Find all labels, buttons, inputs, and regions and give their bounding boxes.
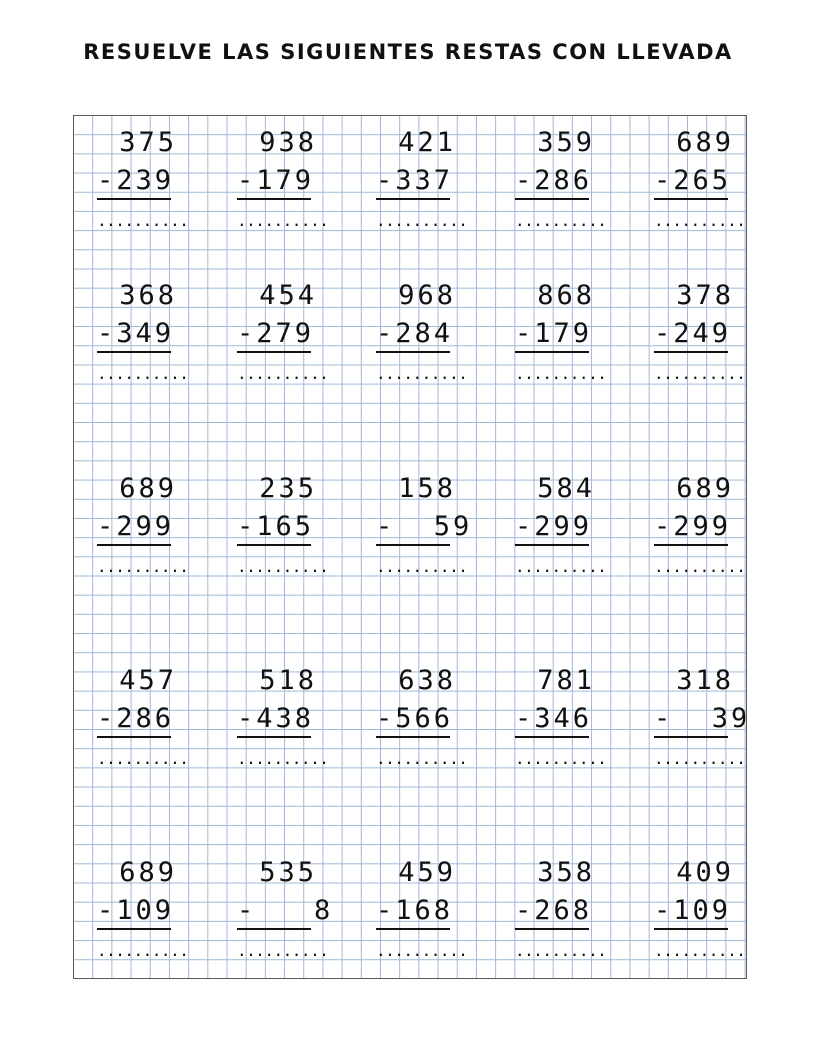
subtraction-problem [97, 662, 189, 774]
answer-blank[interactable]: .......... [97, 211, 189, 230]
subtraction-problem [654, 662, 751, 774]
subtrahend: -279 [237, 318, 315, 349]
minuend: 689 [119, 473, 177, 504]
answer-blank[interactable]: .......... [654, 557, 746, 576]
answer-blank[interactable]: .......... [515, 941, 607, 960]
subtraction-problem [237, 124, 329, 236]
minuend: 459 [398, 857, 456, 888]
answer-blank[interactable]: .......... [97, 557, 189, 576]
minuend: 235 [259, 473, 317, 504]
subtraction-problem [237, 470, 329, 582]
answer-blank[interactable]: .......... [237, 749, 329, 768]
answer-blank[interactable]: .......... [376, 211, 468, 230]
subtrahend: -239 [97, 165, 175, 196]
answer-blank[interactable]: .......... [515, 749, 607, 768]
minuend: 868 [537, 280, 595, 311]
subtraction-problem [654, 277, 746, 389]
answer-blank[interactable]: .......... [654, 749, 746, 768]
minuend: 938 [259, 127, 317, 158]
answer-blank[interactable]: .......... [654, 364, 746, 383]
minuend: 781 [537, 665, 595, 696]
answer-blank[interactable]: .......... [515, 364, 607, 383]
minuend: 409 [676, 857, 734, 888]
minuend: 638 [398, 665, 456, 696]
subtrahend: -168 [376, 895, 454, 926]
subtrahend: -265 [654, 165, 732, 196]
minuend: 368 [119, 280, 177, 311]
answer-blank[interactable]: .......... [97, 749, 189, 768]
answer-blank[interactable]: .......... [515, 557, 607, 576]
answer-blank[interactable]: .......... [237, 557, 329, 576]
answer-blank[interactable]: .......... [376, 364, 468, 383]
minuend: 358 [537, 857, 595, 888]
minuend: 584 [537, 473, 595, 504]
minuend: 421 [398, 127, 456, 158]
minuend: 375 [119, 127, 177, 158]
subtrahend: -179 [237, 165, 315, 196]
minuend: 535 [259, 857, 317, 888]
minuend: 689 [119, 857, 177, 888]
subtraction-problem [97, 854, 189, 966]
subtrahend: - 39 [654, 703, 751, 734]
minuend: 457 [119, 665, 177, 696]
answer-blank[interactable]: .......... [97, 364, 189, 383]
subtrahend: -299 [97, 511, 175, 542]
minuend: 318 [676, 665, 734, 696]
subtraction-problem [237, 662, 329, 774]
subtrahend: - 8 [237, 895, 334, 926]
answer-blank[interactable]: .......... [97, 941, 189, 960]
subtrahend: -438 [237, 703, 315, 734]
subtrahend: -299 [654, 511, 732, 542]
subtraction-problem [237, 854, 334, 966]
subtrahend: -337 [376, 165, 454, 196]
minuend: 689 [676, 473, 734, 504]
answer-blank[interactable]: .......... [237, 364, 329, 383]
subtraction-problem [97, 470, 189, 582]
subtrahend: -286 [97, 703, 175, 734]
answer-blank[interactable]: .......... [376, 749, 468, 768]
answer-blank[interactable]: .......... [376, 941, 468, 960]
subtraction-problem [376, 470, 473, 582]
subtrahend: -299 [515, 511, 593, 542]
subtraction-problem [237, 277, 329, 389]
subtraction-problem [515, 124, 607, 236]
subtraction-problem [515, 854, 607, 966]
subtraction-problem [515, 470, 607, 582]
answer-blank[interactable]: .......... [654, 941, 746, 960]
subtrahend: -349 [97, 318, 175, 349]
minuend: 689 [676, 127, 734, 158]
subtrahend: -249 [654, 318, 732, 349]
subtraction-problem [376, 277, 468, 389]
subtraction-problem [97, 124, 189, 236]
subtraction-problem [654, 854, 746, 966]
answer-blank[interactable]: .......... [237, 211, 329, 230]
answer-blank[interactable]: .......... [376, 557, 468, 576]
minuend: 378 [676, 280, 734, 311]
minuend: 359 [537, 127, 595, 158]
answer-blank[interactable]: .......... [515, 211, 607, 230]
subtraction-problem [654, 470, 746, 582]
subtrahend: -268 [515, 895, 593, 926]
subtrahend: -165 [237, 511, 315, 542]
worksheet-title: RESUELVE LAS SIGUIENTES RESTAS CON LLEVADA [83, 40, 733, 64]
subtrahend: - 59 [376, 511, 473, 542]
subtrahend: -109 [97, 895, 175, 926]
answer-blank[interactable]: .......... [237, 941, 329, 960]
subtraction-problem [97, 277, 189, 389]
answer-blank[interactable]: .......... [654, 211, 746, 230]
subtraction-problem [376, 124, 468, 236]
minuend: 968 [398, 280, 456, 311]
subtraction-problem [515, 662, 607, 774]
subtraction-problem [376, 662, 468, 774]
subtrahend: -286 [515, 165, 593, 196]
subtrahend: -566 [376, 703, 454, 734]
subtraction-problem [515, 277, 607, 389]
subtrahend: -284 [376, 318, 454, 349]
minuend: 518 [259, 665, 317, 696]
subtrahend: -179 [515, 318, 593, 349]
subtrahend: -346 [515, 703, 593, 734]
subtraction-problem [376, 854, 468, 966]
minuend: 158 [398, 473, 456, 504]
subtrahend: -109 [654, 895, 732, 926]
subtraction-problem [654, 124, 746, 236]
minuend: 454 [259, 280, 317, 311]
